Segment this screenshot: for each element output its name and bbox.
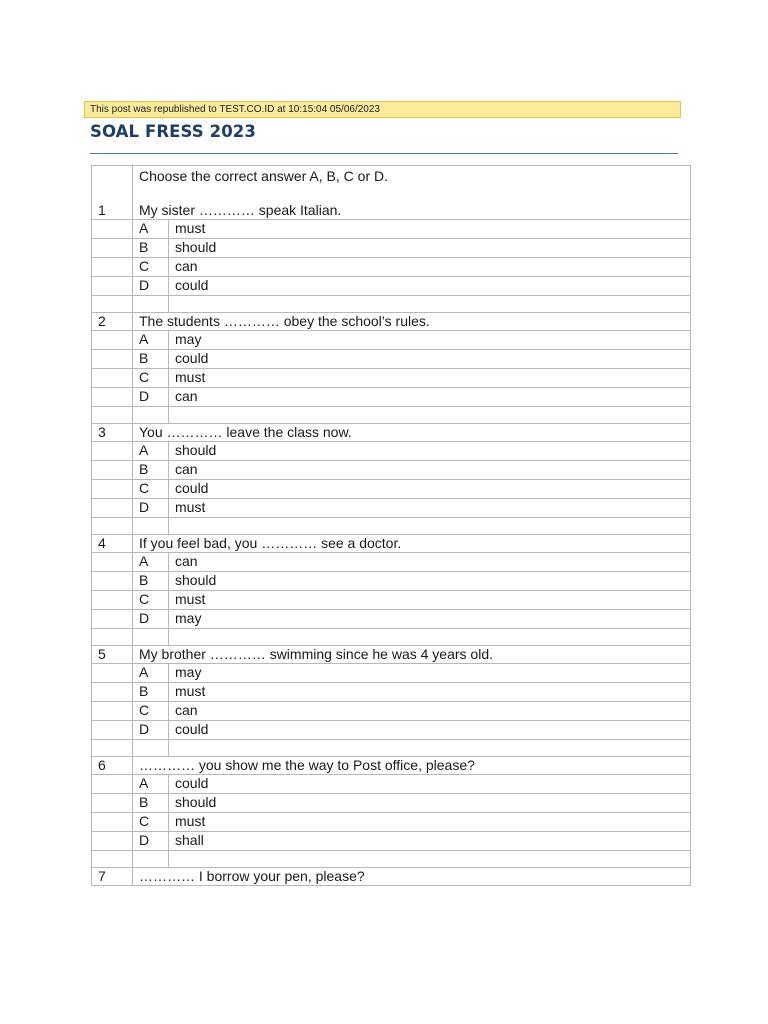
option-text: could [169,480,691,499]
option-blank-cell [92,572,133,591]
option-letter: D [133,388,169,407]
page-title: SOAL FRESS 2023 [90,122,256,141]
option-text: should [169,442,691,461]
option-letter: A [133,331,169,350]
option-letter: B [133,350,169,369]
option-letter: D [133,832,169,851]
option-row[interactable] [92,775,691,794]
quiz-table [91,165,691,886]
option-text: could [169,277,691,296]
option-blank-cell [92,702,133,721]
question-number: 6 [92,757,133,775]
spacer-cell [92,629,133,646]
republish-banner: This post was republished to TEST.CO.ID at 10:15:04 05/06/2023 [84,101,681,118]
option-row[interactable] [92,369,691,388]
spacer-cell [169,629,691,646]
spacer-cell [169,296,691,313]
option-row[interactable] [92,832,691,851]
question-text: ………… you show me the way to Post office, please? [139,757,475,773]
option-text: may [169,664,691,683]
option-row[interactable] [92,610,691,629]
option-row[interactable] [92,591,691,610]
option-row[interactable] [92,794,691,813]
option-row[interactable] [92,683,691,702]
question-row [92,424,691,442]
option-text: must [169,499,691,518]
spacer-cell [169,518,691,535]
option-letter: D [133,277,169,296]
question-row [92,757,691,775]
spacer-row [92,740,691,757]
instruction-text: Choose the correct answer A, B, C or D. [139,168,388,184]
option-letter: B [133,683,169,702]
question-row [92,535,691,553]
option-text: could [169,721,691,740]
option-text: may [169,610,691,629]
question-number: 4 [92,535,133,553]
spacer-cell [92,851,133,868]
option-row[interactable] [92,331,691,350]
option-blank-cell [92,683,133,702]
question-cell [133,424,691,442]
question-number: 7 [92,868,133,886]
spacer-cell [169,851,691,868]
question-text: My sister ………… speak Italian. [139,202,342,218]
question-row [92,166,691,220]
question-text: My brother ………… swimming since he was 4 years old. [139,646,493,662]
option-letter: A [133,553,169,572]
option-text: can [169,702,691,721]
option-text: should [169,794,691,813]
spacer-row [92,629,691,646]
option-text: should [169,572,691,591]
spacer-cell [133,518,169,535]
option-row[interactable] [92,813,691,832]
spacer-cell [133,851,169,868]
option-blank-cell [92,220,133,239]
option-letter: A [133,664,169,683]
question-cell [133,313,691,331]
option-text: must [169,683,691,702]
spacer-cell [92,296,133,313]
spacer-cell [92,740,133,757]
option-row[interactable] [92,499,691,518]
question-number: 5 [92,646,133,664]
question-text: The students ………… obey the school’s rules. [139,313,430,329]
option-blank-cell [92,832,133,851]
question-text: You ………… leave the class now. [139,424,352,440]
question-number: 1 [92,166,133,220]
title-divider [90,153,678,154]
option-letter: C [133,258,169,277]
option-letter: B [133,572,169,591]
question-cell [133,868,691,886]
option-blank-cell [92,277,133,296]
option-text: must [169,220,691,239]
question-row [92,313,691,331]
option-blank-cell [92,369,133,388]
option-row[interactable] [92,721,691,740]
option-letter: D [133,721,169,740]
option-blank-cell [92,591,133,610]
option-text: can [169,388,691,407]
option-blank-cell [92,775,133,794]
spacer-cell [133,740,169,757]
option-text: could [169,775,691,794]
option-letter: A [133,442,169,461]
option-blank-cell [92,388,133,407]
option-letter: C [133,813,169,832]
option-text: should [169,239,691,258]
option-row[interactable] [92,388,691,407]
option-blank-cell [92,442,133,461]
option-blank-cell [92,239,133,258]
option-blank-cell [92,480,133,499]
option-text: must [169,591,691,610]
option-letter: D [133,610,169,629]
option-blank-cell [92,664,133,683]
option-blank-cell [92,813,133,832]
option-blank-cell [92,461,133,480]
option-row[interactable] [92,258,691,277]
question-cell [133,535,691,553]
question-cell [133,757,691,775]
option-letter: C [133,702,169,721]
question-cell [133,166,691,220]
question-text: ………… I borrow your pen, please? [139,868,365,884]
spacer-cell [133,629,169,646]
spacer-row [92,518,691,535]
option-row[interactable] [92,277,691,296]
spacer-cell [133,407,169,424]
option-row[interactable] [92,220,691,239]
option-letter: C [133,480,169,499]
question-cell [133,646,691,664]
option-row[interactable] [92,480,691,499]
option-text: must [169,369,691,388]
option-letter: A [133,775,169,794]
option-blank-cell [92,794,133,813]
spacer-cell [92,518,133,535]
spacer-row [92,851,691,868]
option-letter: B [133,794,169,813]
option-row[interactable] [92,442,691,461]
option-letter: C [133,591,169,610]
question-number: 2 [92,313,133,331]
option-row[interactable] [92,239,691,258]
option-row[interactable] [92,461,691,480]
question-row [92,646,691,664]
option-letter: C [133,369,169,388]
spacer-row [92,296,691,313]
option-blank-cell [92,499,133,518]
option-text: can [169,258,691,277]
spacer-row [92,407,691,424]
question-row [92,868,691,886]
spacer-cell [92,407,133,424]
option-text: can [169,553,691,572]
spacer-cell [169,740,691,757]
option-letter: B [133,461,169,480]
option-blank-cell [92,258,133,277]
option-text: must [169,813,691,832]
option-text: shall [169,832,691,851]
option-row[interactable] [92,702,691,721]
option-row[interactable] [92,553,691,572]
option-blank-cell [92,610,133,629]
spacer-cell [133,296,169,313]
option-blank-cell [92,721,133,740]
option-blank-cell [92,331,133,350]
option-text: can [169,461,691,480]
spacer-cell [169,407,691,424]
option-blank-cell [92,350,133,369]
question-number: 3 [92,424,133,442]
option-text: may [169,331,691,350]
option-letter: A [133,220,169,239]
option-row[interactable] [92,572,691,591]
option-letter: B [133,239,169,258]
question-text: If you feel bad, you ………… see a doctor. [139,535,402,551]
option-text: could [169,350,691,369]
quiz-body [92,166,691,886]
option-row[interactable] [92,350,691,369]
option-row[interactable] [92,664,691,683]
option-blank-cell [92,553,133,572]
option-letter: D [133,499,169,518]
